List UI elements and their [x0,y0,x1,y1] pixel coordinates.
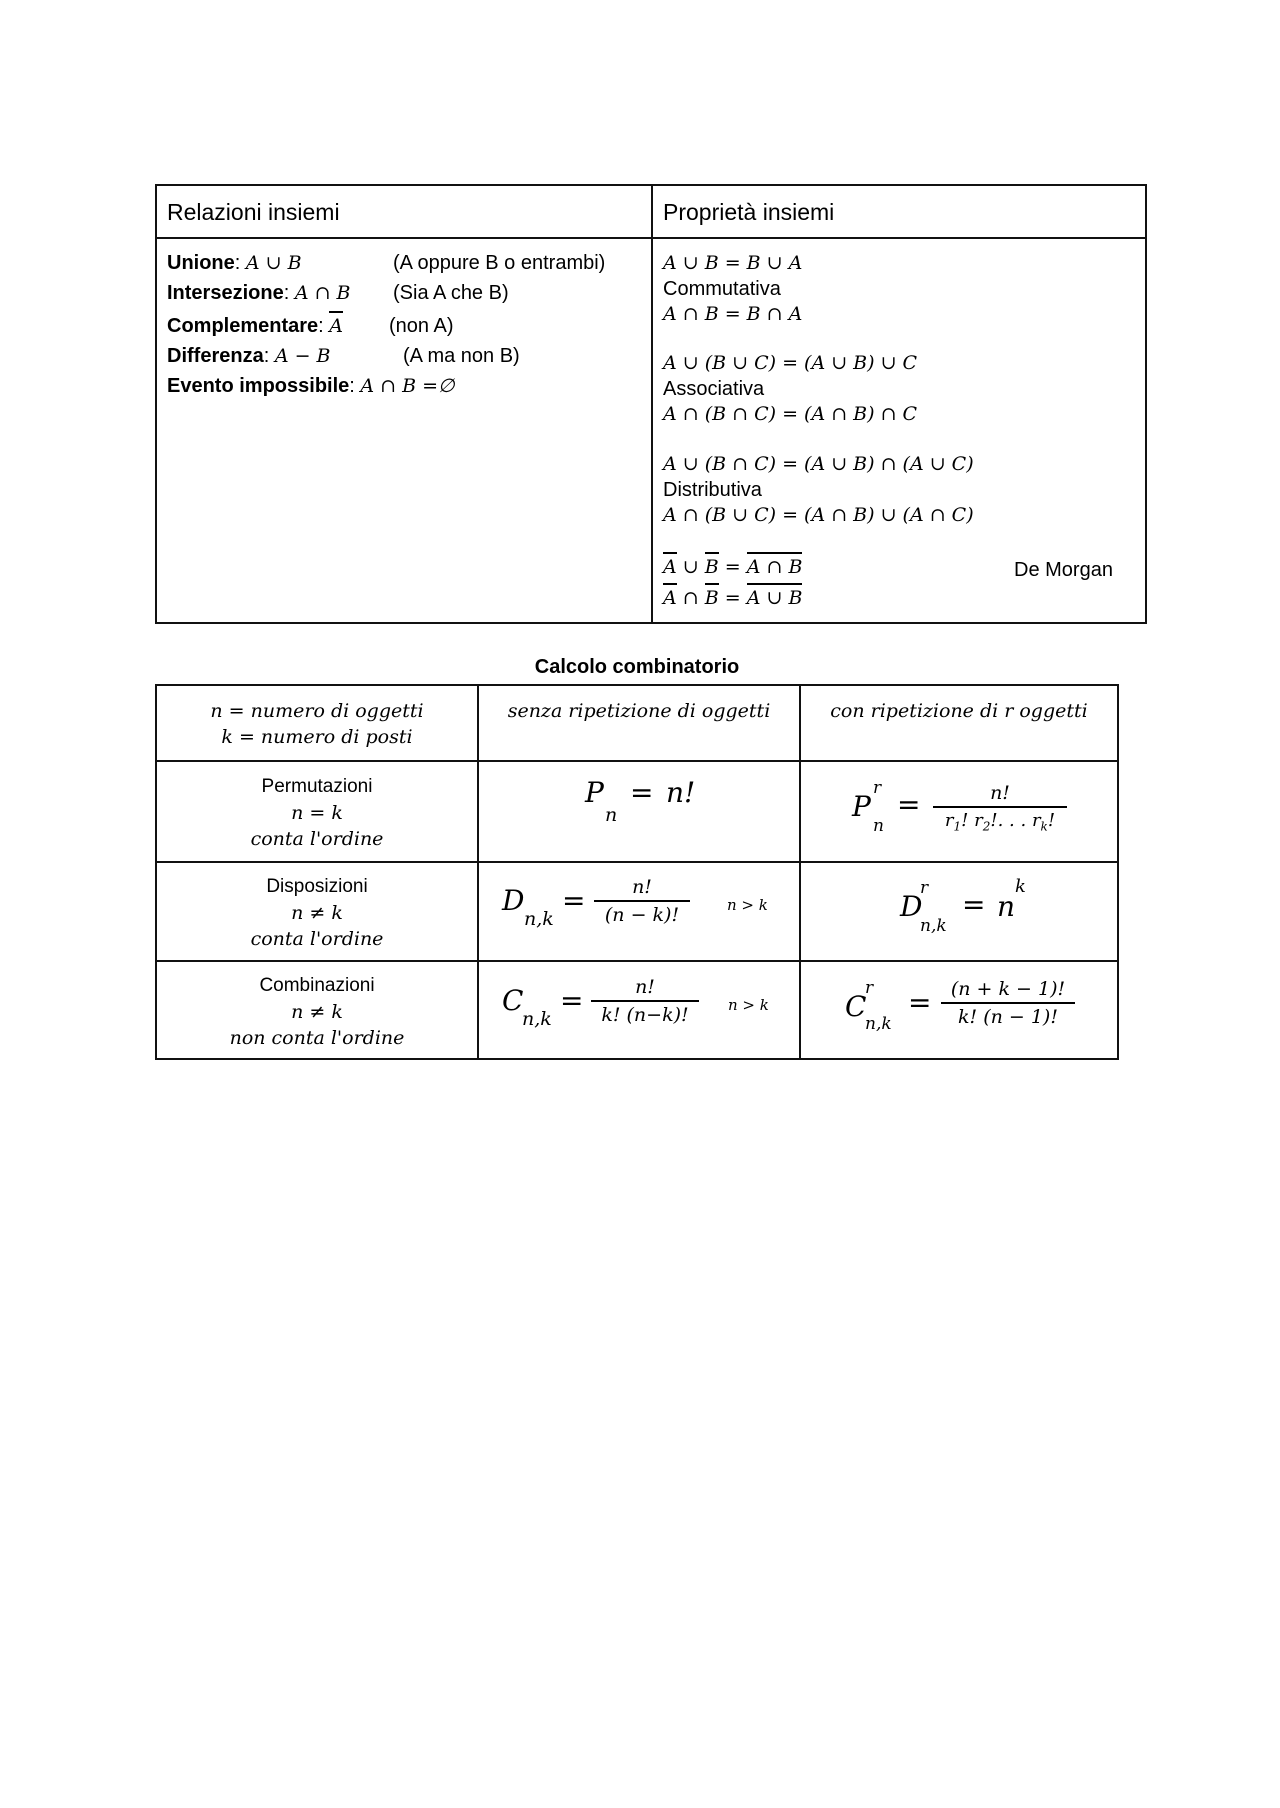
relation-union: Unione: A ∪ B [167,252,302,274]
relation-difference-desc: (A ma non B) [403,345,520,367]
relations-header: Relazioni insiemi [167,199,340,225]
permutation-sub: n [605,804,618,826]
legend-n: n = numero di oggetti [210,700,424,722]
header-with-repetition: con ripetizione di r oggetti [830,700,1088,722]
permutation-eq: = [630,776,654,809]
de-morgan-line-1: A ∪ B = A ∩ B [663,556,802,578]
permutation-rep-sub: n [873,816,884,836]
empty-set-icon: ∅ [438,375,455,397]
legend-cell [157,698,477,750]
combination-sym: C [502,984,524,1017]
header-divider [157,237,1145,239]
disposition-rep-exp: k [1015,876,1026,897]
header-no-repetition: senza ripetizione di oggetti [507,700,771,722]
distributive-intersection: A ∩ (B ∪ C) = (A ∩ B) ∪ (A ∩ C) [663,504,974,526]
permutation-rep-sup: r [873,778,882,798]
relation-complement: Complementare: A [167,315,343,338]
disposition-rep-sup: r [920,878,929,898]
disposition-sub: n,k [524,908,554,930]
permutation-rhs: n! [666,776,696,809]
combination-rep-sym: C [845,990,867,1023]
disposition-fraction: n! (n − k)! [594,876,690,926]
row-permutations-label: Permutazioni n = k conta l'ordine [250,776,384,850]
legend-k: k = numero di posti [221,726,413,748]
column-divider [799,686,801,1058]
combination-fraction: n! k! (n−k)! [591,976,699,1026]
column-divider [477,686,479,1058]
commutative-label: Commutativa [663,278,781,300]
relation-union-desc: (A oppure B o entrambi) [393,252,606,274]
row-divider [157,861,1117,863]
combination-rep-sup: r [865,978,874,998]
de-morgan-line-2: A ∩ B = A ∪ B [663,587,802,609]
combinatorics-title: Calcolo combinatorio [534,656,740,678]
associative-union: A ∪ (B ∪ C) = (A ∪ B) ∪ C [663,352,918,374]
associative-label: Associativa [663,378,765,400]
disposition-eq: = [562,884,586,917]
distributive-union: A ∪ (B ∩ C) = (A ∪ B) ∩ (A ∪ C) [663,453,974,475]
combination-rep-fraction: (n + k − 1)! k! (n − 1)! [941,978,1075,1028]
combination-condition: n > k [728,996,769,1014]
permutation-rep-sym: P [852,790,871,823]
combination-sub: n,k [522,1008,552,1030]
relation-intersection: Intersezione: A ∩ B [167,282,351,304]
disposition-rep-base: n [997,890,1016,923]
permutation-rep-fraction: n! $r_1$! $r_2$!. . . $r_k$! [933,782,1067,834]
set-relations-table [155,184,1147,624]
relation-intersection-desc: (Sia A che B) [393,282,509,304]
permutation-formula: P [585,776,604,809]
relation-impossible-event: Evento impossibile: A ∩ B =∅ [167,375,455,397]
relation-difference: Differenza: A − B [167,345,331,367]
commutative-union: A ∪ B = B ∪ A [663,252,803,274]
distributive-label: Distributiva [663,479,762,501]
combinatorics-table [155,684,1119,1060]
row-divider [157,760,1117,762]
column-divider [651,186,653,622]
disposition-rep-sym: D [900,890,923,923]
row-combinations-label: Combinazioni n ≠ k non conta l'ordine [229,975,405,1049]
disposition-rep-sub: n,k [920,916,947,936]
disposition-condition: n > k [727,896,768,914]
row-dispositions-label: Disposizioni n ≠ k conta l'ordine [250,876,384,950]
combination-rep-eq: = [908,986,932,1019]
row-divider [157,960,1117,962]
disposition-rep-eq: = [962,888,986,921]
properties-header: Proprietà insiemi [663,199,835,225]
associative-intersection: A ∩ (B ∩ C) = (A ∩ B) ∩ C [663,403,918,425]
relation-complement-desc: (non A) [389,315,454,337]
commutative-intersection: A ∩ B = B ∩ A [663,303,803,325]
combination-eq: = [560,984,584,1017]
de-morgan-label: De Morgan [1014,559,1113,581]
disposition-sym: D [502,884,525,917]
combination-rep-sub: n,k [865,1014,892,1034]
permutation-rep-eq: = [897,788,921,821]
